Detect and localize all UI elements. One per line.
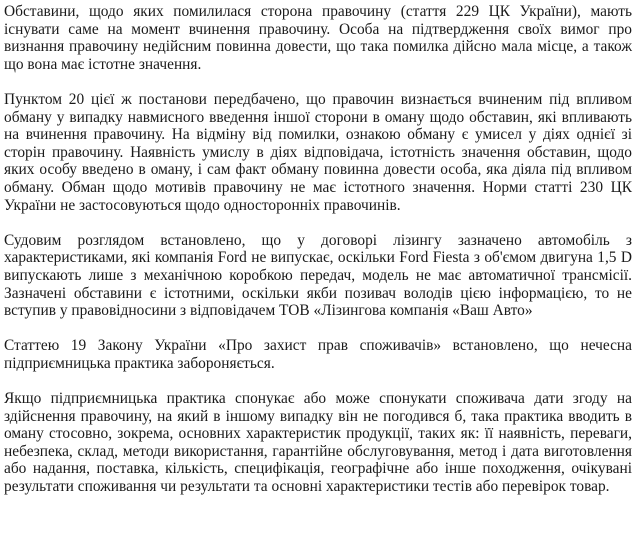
paragraph-consumer-law: Статтею 19 Закону України «Про захист прав споживачів» встановлено, що нечесна підприємницька практика забороняється. [4, 337, 632, 372]
paragraph-business-practice: Якщо підприємницька практика спонукає або може спонукати споживача дати згоду на здійснення правочину, на який в іншому випадку він не погодився б, така практика вводить в оману стосовно, зокрема, основних характеристик продукції, таких як: її наявність, переваги, небезпека, склад, методи використання, гарантійне обслуговування, метод і дата виготовлення або надання, поставка, кількість, специфікація, географічне або інше походження, очікувані результати споживання чи результати та основні характеристики тестів або перевірок товар. [4, 390, 632, 496]
paragraph-court-findings: Судовим розглядом встановлено, що у договорі лізингу зазначено автомобіль з характеристиками, які компанія Ford не випускає, оскільки Ford Fiesta з об'ємом двигуна 1,5 D випускають лише з механічною коробкою передач, модель не має автоматичної трансмісії. Зазначені обставини є істотними, оскільки якби позивач володів цією інформацією, то не вступив у правовідносини з відповідачем ТОВ «Лізингова компанія «Ваш Авто» [4, 231, 632, 320]
paragraph-fraud: Пунктом 20 цієї ж постанови передбачено, що правочин визнається вчиненим під впливом обману у випадку навмисного введення іншої сторони в оману щодо обставин, які впливають на вчинення правочину. На відміну від помилки, ознакою обману є умисел у діях однієї зі сторін правочину. Наявність умислу в діях відповідача, істотність значення обставин, щодо яких особу введено в оману, і сам факт обману повинна довести особа, яка діяла під впливом обману. Обман щодо мотивів правочину не має істотного значення. Норми статті 230 ЦК України не застосовуються щодо односторонніх правочинів. [4, 90, 632, 214]
paragraph-mistake: Обставини, щодо яких помилилася сторона правочину (стаття 229 ЦК України), мають існувати саме на момент вчинення правочину. Особа на підтвердження своїх вимог про визнання правочину недійсним повинна довести, що така помилка дійсно мала місце, а також що вона має істотне значення. [4, 3, 632, 73]
document-body [4, 3, 632, 496]
